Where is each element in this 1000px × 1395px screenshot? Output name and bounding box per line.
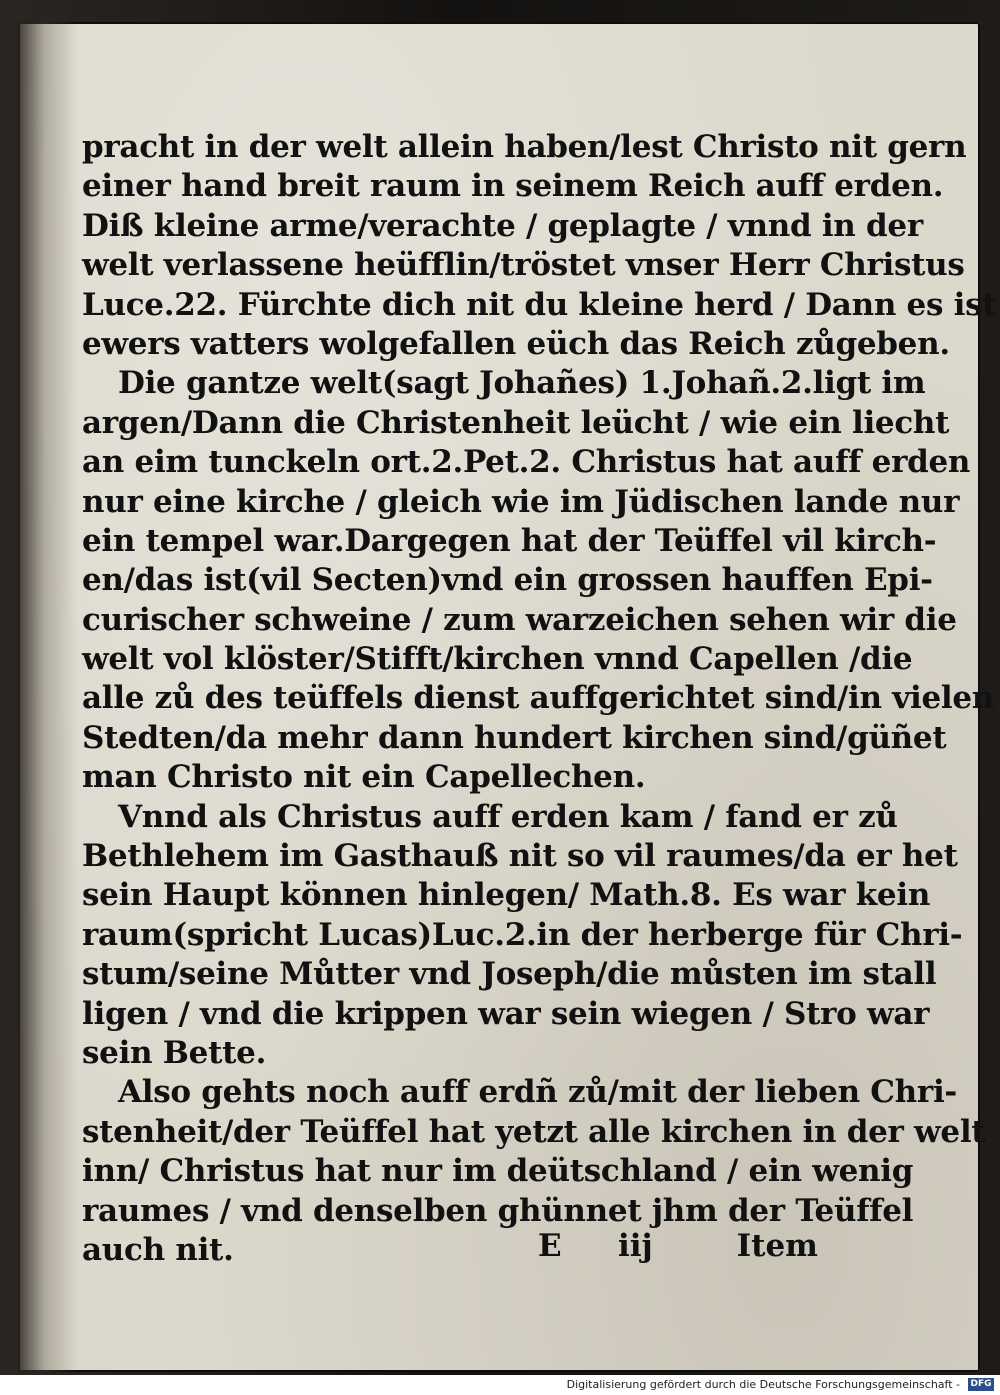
credit-text: Digitalisierung gefördert durch die Deutsche Forschungsgemeinschaft -	[566, 1378, 960, 1391]
folio-number: iij	[618, 1228, 653, 1264]
text-line: Also gehts noch auff erdñ zů/mit der lieben Chri-	[118, 1074, 957, 1111]
text-line: Diß kleine arme/verachte / geplagte / vnnd in der	[82, 207, 923, 244]
text-line: ein tempel war.Dargegen hat der Teüffel vil kirch-	[82, 522, 937, 559]
text-line: ligen / vnd die krippen war sein wiegen / Stro war	[82, 995, 930, 1032]
text-line: en/das ist(vil Secten)vnd ein grossen hauffen Epi-	[82, 562, 933, 599]
signature-mark: E	[538, 1228, 562, 1264]
text-line: stum/seine Můtter vnd Joseph/die můsten im stall	[82, 956, 937, 993]
text-line: stenheit/der Teüffel hat yetzt alle kirchen in der welt	[82, 1113, 986, 1150]
text-line: curischer schweine / zum warzeichen sehen wir die	[82, 601, 957, 638]
text-line: man Christo nit ein Capellechen.	[82, 759, 646, 796]
text-line: einer hand breit raum in seinem Reich auff erden.	[82, 168, 944, 205]
text-line: sein Bette.	[82, 1034, 267, 1071]
text-line: an eim tunckeln ort.2.Pet.2. Christus hat auff erden	[82, 444, 971, 481]
text-line: welt vol klöster/Stifft/kirchen vnnd Capellen /die	[82, 641, 913, 678]
text-line: raum(spricht Lucas)Luc.2.in der herberge für Chri-	[82, 916, 963, 953]
digitization-credit-bar	[0, 1375, 1000, 1395]
text-line: inn/ Christus hat nur im deütschland / ein wenig	[82, 1153, 914, 1190]
text-line: Stedten/da mehr dann hundert kirchen sind/güñet	[82, 719, 947, 756]
page-footer-line	[538, 1228, 818, 1272]
catchword: Item	[736, 1228, 818, 1264]
text-line: Die gantze welt(sagt Johañes) 1.Johañ.2.ligt im	[118, 365, 926, 402]
text-line: pracht in der welt allein haben/lest Christo nit gern	[82, 129, 967, 165]
text-line: Luce.22. Fürchte dich nit du kleine herd / Dann es ist	[82, 286, 997, 323]
dfg-logo-icon: DFG	[968, 1378, 994, 1391]
text-line: alle zů des teüffels dienst auffgerichtet sind/in vielen	[82, 680, 995, 717]
text-line: welt verlassene heüfflin/tröstet vnser Herr Christus	[82, 247, 965, 284]
text-line: raumes / vnd denselben ghünnet jhm der Teüffel	[82, 1192, 914, 1229]
text-line: Vnnd als Christus auff erden kam / fand er zů	[118, 798, 898, 835]
page-body-text	[82, 128, 997, 1270]
text-line: Bethlehem im Gasthauß nit so vil raumes/da er het	[82, 838, 958, 875]
text-line: argen/Dann die Christenheit leücht / wie ein liecht	[82, 404, 950, 441]
text-line: auch nit.	[82, 1231, 234, 1268]
text-line: sein Haupt können hinlegen/ Math.8. Es war kein	[82, 877, 931, 914]
text-line: ewers vatters wolgefallen eüch das Reich zůgeben.	[82, 325, 950, 362]
text-line: nur eine kirche / gleich wie im Jüdischen lande nur	[82, 483, 960, 520]
